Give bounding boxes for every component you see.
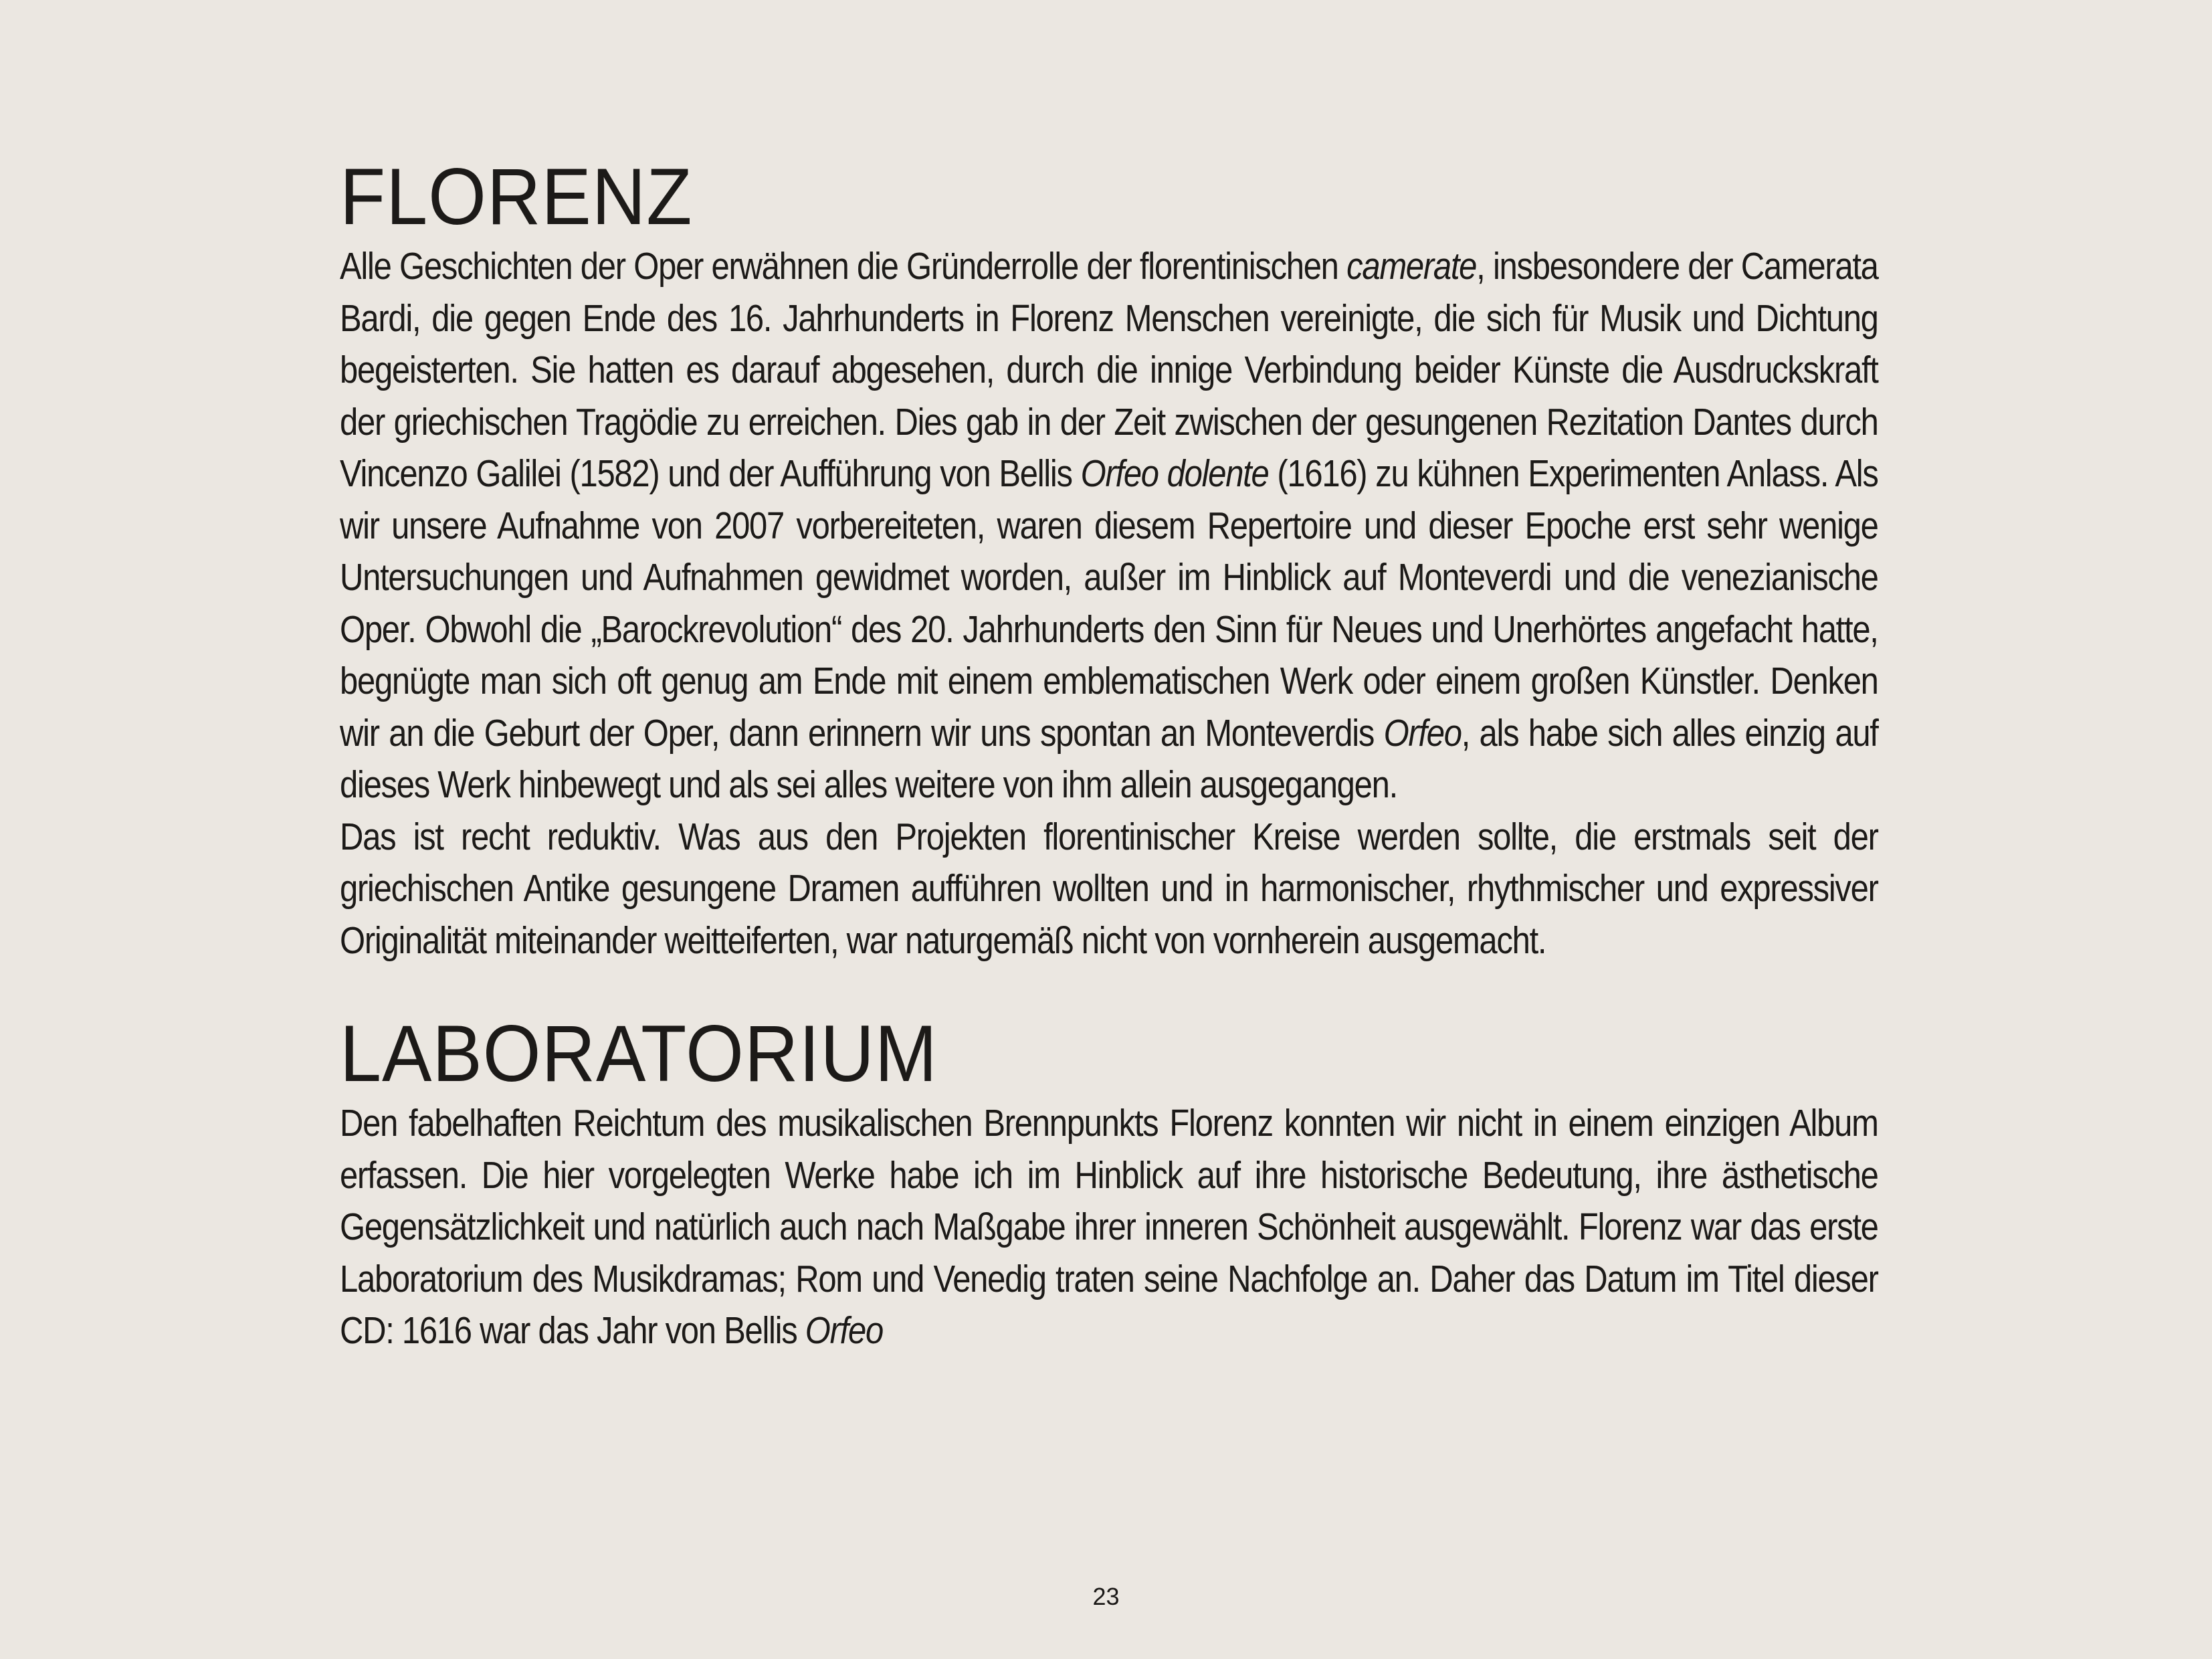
text-run: Alle Geschichten der Oper erwähnen die Gründerrolle der florentinischen	[340, 245, 1347, 288]
page-number: 23	[1092, 1583, 1120, 1610]
italic-run: Orfeo	[805, 1309, 883, 1352]
paragraph-florenz-1	[340, 241, 1878, 811]
italic-run: Orfeo dolente	[1080, 452, 1269, 495]
text-run: , insbesondere der Camerata Bardi, die gegen Ende des 16. Jahrhunderts in Florenz Menschen vereinigte, die sich für Musik und Dichtung begeisterten. Sie hatten es darauf abgesehen, durch die innige Verbindung beider Künste die Ausdruckskraft der griechischen Tragödie zu erreichen. Dies gab in der Zeit zwischen der gesungenen Rezitation Dantes durch Vincenzo Galilei (1582) und der Aufführung von Bellis	[340, 245, 1878, 495]
text-column	[340, 153, 1878, 1357]
paragraph-florenz-2: Das ist recht reduktiv. Was aus den Projekten florentinischer Kreise werden sollte, die erstmals seit der griechischen Antike gesungene Dramen aufführen wollten und in harmonischer, rhythmischer und expressiver Originalität miteinander weitteiferten, war naturgemäß nicht von vornherein ausgemacht.	[340, 815, 1878, 962]
text-run: Den fabelhaften Reichtum des musikalischen Brennpunkts Florenz konnten wir nicht in einem einzigen Album erfassen. Die hier vorgelegten Werke habe ich im Hinblick auf ihre historische Bedeutung, ihre ästhetische Gegensätzlichkeit und natürlich auch nach Maßgabe ihrer inneren Schönheit ausgewählt. Florenz war das erste Laboratorium des Musikdramas; Rom und Venedig traten seine Nachfolge an. Daher das Datum im Titel dieser CD: 1616 war das Jahr von Bellis	[340, 1102, 1878, 1352]
italic-run: camerate	[1346, 245, 1477, 288]
text-run: (1616) zu kühnen Experimenten Anlass. Als wir unsere Aufnahme von 2007 vorbereiteten, waren diesem Repertoire und dieser Epoche erst sehr wenige Untersuchungen und Aufnahmen gewidmet worden, außer im Hinblick auf Monteverdi und die venezianische Oper. Obwohl die „Barockrevolution“ des 20. Jahrhunderts den Sinn für Neues und Unerhörtes angefacht hatte, begnügte man sich oft genug am Ende mit einem emblematischen Werk oder einem großen Künstler. Denken wir an die Geburt der Oper, dann erinnern wir uns spontan an Monteverdis	[340, 452, 1878, 755]
heading-laboratorium: LABORATORIUM	[340, 1009, 938, 1098]
paragraph-laboratorium-1	[340, 1098, 1878, 1357]
italic-run: Orfeo	[1383, 711, 1462, 755]
text-run: , als habe sich alles einzig auf dieses Werk hinbewegt und als sei alles weitere von ihm allein ausgegangen.	[340, 711, 1878, 806]
heading-florenz: FLORENZ	[340, 152, 693, 241]
